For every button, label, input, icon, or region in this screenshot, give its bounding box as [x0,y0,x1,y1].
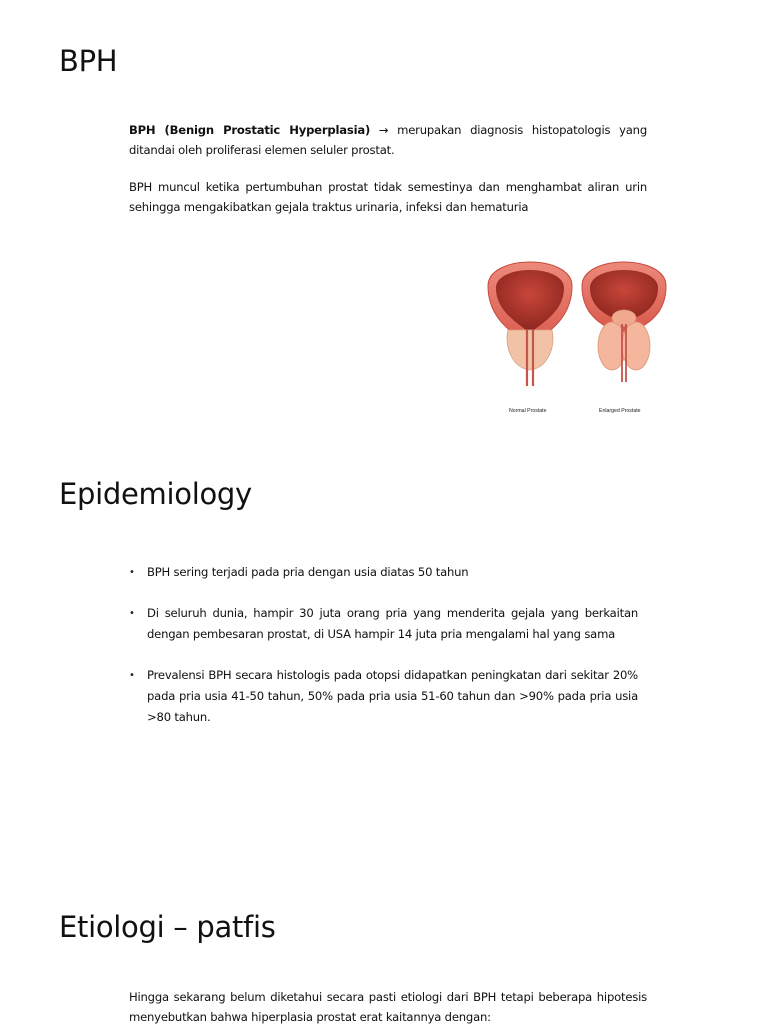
arrow-icon: → [370,123,398,137]
enlarged-prostate-drawing [582,262,666,382]
normal-prostate-drawing [488,262,572,386]
bph-description-paragraph: BPH muncul ketika pertumbuhan prostat tidak semestinya dan menghambat aliran urin sehingga mengakibatkan gejala traktus urinaria, infeksi dan hematuria [129,180,647,214]
epidemiology-list [129,562,638,728]
prostate-illustration [478,246,672,432]
etiologi-paragraph: Hingga sekarang belum diketahui secara pasti etiologi dari BPH tetapi beberapa hipotesis menyebutkan bahwa hiperplasia prostat erat kaitannya dengan: [129,990,647,1024]
enlarged-prostate-caption: Enlarged Prostate [599,408,641,414]
bph-definition-paragraph [129,121,647,160]
bph-definition-text: merupakan diagnosis histopatologis yang ditandai oleh proliferasi elemen seluler prostat. [129,123,647,157]
list-item: • BPH sering terjadi pada pria dengan usia diatas 50 tahun [129,562,638,583]
section-title-etiologi: Etiologi – patfis [59,910,276,944]
list-item: • Prevalensi BPH secara histologis pada otopsi didapatkan peningkatan dari sekitar 20% pada pria usia 41-50 tahun, 50% pada pria usia 51-60 tahun dan >90% pada pria usia >80 tahun. [129,665,638,728]
bph-term: BPH (Benign Prostatic Hyperplasia) [129,123,371,137]
normal-prostate-caption: Normal Prostate [509,408,547,414]
list-item: • Di seluruh dunia, hampir 30 juta orang pria yang menderita gejala yang berkaitan dengan pembesaran prostat, di USA hampir 14 juta pria mengalami hal yang sama [129,603,638,645]
section-title-epidemiology: Epidemiology [59,477,252,511]
section-title-bph: BPH [59,44,118,78]
